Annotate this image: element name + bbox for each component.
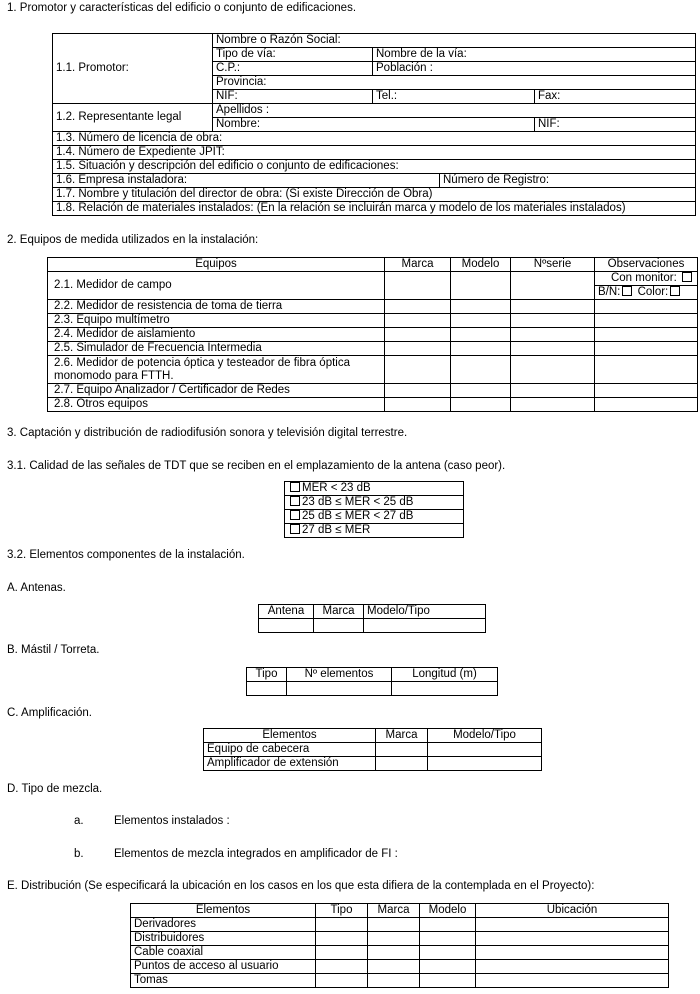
cell[interactable] (385, 398, 451, 412)
amplificacion-heading: C. Amplificación. (7, 707, 93, 719)
nif2-field[interactable]: NIF: (535, 118, 696, 132)
director-field[interactable]: 1.7. Nombre y titulación del director de obra: (Si existe Dirección de Obra) (53, 188, 696, 202)
fax-field[interactable]: Fax: (535, 90, 696, 104)
cell[interactable] (385, 272, 451, 300)
cell[interactable] (476, 974, 669, 988)
medidor-potencia-line-1: 2.6. Medidor de potencia óptica y testeador de fibra óptica (54, 356, 350, 369)
amplificacion-table (203, 728, 542, 771)
mer-checkbox[interactable] (290, 482, 300, 492)
mer-option[interactable] (285, 482, 464, 496)
color-checkbox[interactable] (670, 286, 680, 296)
cell[interactable] (368, 946, 420, 960)
cell[interactable] (385, 314, 451, 328)
cell[interactable] (316, 974, 368, 988)
cell[interactable] (595, 356, 698, 384)
cell[interactable] (392, 682, 498, 696)
cell[interactable] (376, 743, 428, 757)
cell[interactable] (420, 974, 476, 988)
cell[interactable] (451, 272, 511, 300)
tel-field[interactable]: Tel.: (373, 90, 535, 104)
distribucion-row-label: Distribuidores (131, 932, 316, 946)
cell[interactable] (451, 356, 511, 384)
licencia-field[interactable]: 1.3. Número de licencia de obra: (53, 132, 696, 146)
cell[interactable] (364, 619, 486, 633)
mer-option-label: 23 dB ≤ MER < 25 dB (302, 496, 414, 508)
distribucion-table (130, 903, 669, 988)
empresa-field[interactable]: 1.6. Empresa instaladora: (53, 174, 440, 187)
amplificacion-row-label: Amplificador de extensión (204, 757, 376, 771)
cell[interactable] (511, 300, 595, 314)
cell[interactable] (428, 757, 542, 771)
cell[interactable] (511, 356, 595, 384)
materiales-field[interactable]: 1.8. Relación de materiales instalados: (En la relación se incluirán marca y modelo de los materiales instalados) (53, 202, 696, 216)
antenas-heading: A. Antenas. (7, 582, 66, 594)
cell[interactable] (287, 682, 392, 696)
cell[interactable] (451, 342, 511, 356)
cell[interactable] (385, 342, 451, 356)
mer-option[interactable] (285, 496, 464, 510)
cell[interactable] (420, 932, 476, 946)
mer-option-label: MER < 23 dB (302, 482, 371, 494)
nombre-field[interactable]: Nombre: (213, 118, 535, 132)
nombre-razon-field[interactable]: Nombre o Razón Social: (213, 34, 696, 48)
col-ubicacion: Ubicación (476, 904, 669, 918)
distribucion-heading: E. Distribución (Se especificará la ubicación en los casos en los que esta difiera de la contemplada en el Proyecto): (7, 880, 595, 892)
nombre-via-field[interactable]: Nombre de la vía: (373, 48, 696, 62)
mer-option[interactable] (285, 524, 464, 538)
cell[interactable] (368, 960, 420, 974)
cell[interactable] (376, 757, 428, 771)
equipos-table (47, 257, 698, 412)
cell[interactable] (511, 314, 595, 328)
col-marca: Marca (376, 729, 428, 743)
cell[interactable] (451, 384, 511, 398)
cell[interactable] (511, 328, 595, 342)
cell[interactable] (595, 314, 698, 328)
cell[interactable] (316, 918, 368, 932)
col-equipos: Equipos (48, 258, 385, 272)
col-elementos: Elementos (204, 729, 376, 743)
color-label: Color: (637, 286, 669, 298)
equipo-row-label: 2.3. Equipo multímetro (48, 314, 385, 328)
bn-label: B/N: (598, 286, 621, 298)
mer-checkbox[interactable] (290, 524, 300, 534)
bn-checkbox[interactable] (622, 286, 632, 296)
mastil-table (246, 667, 498, 696)
cell[interactable] (451, 398, 511, 412)
col-marca: Marca (368, 904, 420, 918)
poblacion-field[interactable]: Población : (373, 62, 696, 76)
cell[interactable] (316, 932, 368, 946)
col-marca: Marca (385, 258, 451, 272)
equipo-row-label: 2.5. Simulador de Frecuencia Intermedia (48, 342, 385, 356)
cell[interactable] (595, 328, 698, 342)
distribucion-row-label: Cable coaxial (131, 946, 316, 960)
con-monitor-checkbox[interactable] (682, 272, 692, 282)
cp-field[interactable]: C.P.: (213, 62, 373, 76)
col-elementos: Elementos (131, 904, 316, 918)
equipo-row-label: 2.7. Equipo Analizador / Certificador de Redes (48, 384, 385, 398)
cell[interactable] (511, 342, 595, 356)
cell[interactable] (476, 918, 669, 932)
bn-color-cell (595, 286, 698, 300)
cell[interactable] (316, 960, 368, 974)
col-longitud: Longitud (m) (392, 668, 498, 682)
promotor-label: 1.1. Promotor: (53, 34, 213, 104)
nif-field[interactable]: NIF: (213, 90, 373, 104)
mer-table (284, 481, 464, 538)
cell[interactable] (428, 743, 542, 757)
col-modelo-tipo: Modelo/Tipo (364, 605, 486, 619)
cell[interactable] (385, 356, 451, 384)
empresa-row (53, 174, 696, 188)
cell[interactable] (476, 932, 669, 946)
cell[interactable] (451, 300, 511, 314)
cell[interactable] (595, 398, 698, 412)
mer-option[interactable] (285, 510, 464, 524)
mezcla-heading: D. Tipo de mezcla. (7, 783, 103, 795)
mezcla-a-letter: a. (74, 815, 84, 827)
section-2-heading: 2. Equipos de medida utilizados en la instalación: (7, 234, 259, 246)
distribucion-row-label: Puntos de acceso al usuario (131, 960, 316, 974)
col-tipo: Tipo (316, 904, 368, 918)
col-tipo: Tipo (247, 668, 287, 682)
amplificacion-row-label: Equipo de cabecera (204, 743, 376, 757)
cell[interactable] (420, 960, 476, 974)
section-32-heading: 3.2. Elementos componentes de la instalación. (7, 549, 245, 561)
cell[interactable] (385, 328, 451, 342)
cell[interactable] (420, 918, 476, 932)
cell[interactable] (385, 384, 451, 398)
cell[interactable] (476, 946, 669, 960)
medidor-potencia-line-2: monomodo para FTTH. (54, 369, 174, 382)
mer-option-label: 25 dB ≤ MER < 27 dB (302, 510, 414, 522)
col-marca: Marca (314, 605, 364, 619)
distribucion-row-label: Derivadores (131, 918, 316, 932)
col-modelo: Modelo (451, 258, 511, 272)
expediente-field[interactable]: 1.4. Número de Expediente JPIT: (53, 146, 696, 160)
tipo-via-field[interactable]: Tipo de vía: (213, 48, 373, 62)
mezcla-b-letter: b. (74, 848, 84, 860)
provincia-field[interactable]: Provincia: (213, 76, 696, 90)
cell[interactable] (420, 946, 476, 960)
cell[interactable] (368, 974, 420, 988)
medidor-potencia-label (48, 356, 385, 384)
cell[interactable] (247, 682, 287, 696)
cell[interactable] (314, 619, 364, 633)
registro-field[interactable]: Número de Registro: (443, 174, 550, 186)
equipo-row-label: 2.8. Otros equipos (48, 398, 385, 412)
mer-checkbox[interactable] (290, 496, 300, 506)
distribucion-row-label: Tomas (131, 974, 316, 988)
cell[interactable] (368, 932, 420, 946)
cell[interactable] (451, 314, 511, 328)
cell[interactable] (368, 918, 420, 932)
mezcla-b-text: Elementos de mezcla integrados en amplificador de FI : (114, 848, 398, 860)
cell[interactable] (511, 272, 595, 300)
section-3-heading: 3. Captación y distribución de radiodifusión sonora y televisión digital terrestre. (7, 427, 408, 439)
medidor-campo-label: 2.1. Medidor de campo (48, 272, 385, 300)
col-antena: Antena (259, 605, 314, 619)
cell[interactable] (595, 300, 698, 314)
section-31-heading: 3.1. Calidad de las señales de TDT que se reciben en el emplazamiento de la antena (caso peor). (7, 460, 506, 472)
cell[interactable] (511, 384, 595, 398)
cell[interactable] (259, 619, 314, 633)
promotor-table (52, 33, 696, 216)
antenas-table (258, 604, 486, 633)
cell[interactable] (451, 328, 511, 342)
cell[interactable] (511, 398, 595, 412)
con-monitor-label: Con monitor: (610, 272, 677, 284)
col-observaciones: Observaciones (595, 258, 698, 272)
cell[interactable] (595, 342, 698, 356)
situacion-field[interactable]: 1.5. Situación y descripción del edificio o conjunto de edificaciones: (53, 160, 696, 174)
mer-checkbox[interactable] (290, 510, 300, 520)
con-monitor-cell (595, 272, 698, 286)
col-nserie: Nºserie (511, 258, 595, 272)
col-modelo: Modelo (420, 904, 476, 918)
cell[interactable] (385, 300, 451, 314)
mezcla-a-text: Elementos instalados : (114, 815, 230, 827)
col-n-elementos: Nº elementos (287, 668, 392, 682)
mastil-heading: B. Mástil / Torreta. (7, 644, 100, 656)
representante-label: 1.2. Representante legal (53, 104, 213, 132)
equipo-row-label: 2.2. Medidor de resistencia de toma de tierra (48, 300, 385, 314)
section-1-heading: 1. Promotor y características del edificio o conjunto de edificaciones. (7, 2, 357, 14)
col-modelo-tipo: Modelo/Tipo (428, 729, 542, 743)
cell[interactable] (595, 384, 698, 398)
mer-option-label: 27 dB ≤ MER (302, 524, 371, 536)
apellidos-field[interactable]: Apellidos : (213, 104, 696, 118)
cell[interactable] (316, 946, 368, 960)
equipo-row-label: 2.4. Medidor de aislamiento (48, 328, 385, 342)
cell[interactable] (476, 960, 669, 974)
